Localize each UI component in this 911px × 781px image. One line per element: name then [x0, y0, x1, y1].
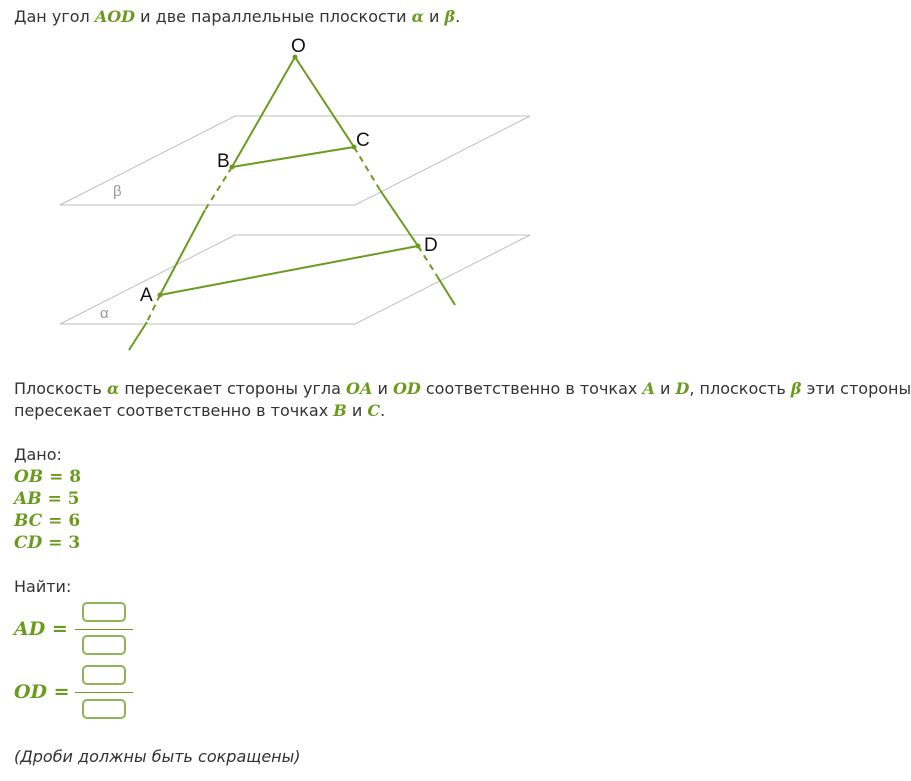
ad-numerator-input[interactable]: [82, 602, 126, 622]
label-b: B: [217, 151, 230, 172]
label-o: O: [291, 36, 306, 57]
desc-alpha: α: [106, 379, 120, 398]
given-row-ab: [14, 488, 80, 510]
intro-prefix: Дан угол: [14, 7, 95, 26]
line-a-ext: [129, 322, 147, 350]
desc-oa: OA: [346, 379, 373, 398]
desc-text: соответственно в точках: [420, 379, 643, 398]
given-name: BC: [14, 511, 43, 531]
description-line-1: [14, 378, 911, 400]
desc-beta: β: [790, 379, 802, 398]
find-title: Найти:: [14, 577, 72, 596]
od-denominator-input[interactable]: [82, 699, 126, 719]
line-d-ext: [437, 276, 455, 305]
ad-denominator-input[interactable]: [82, 635, 126, 655]
line-oc: [295, 57, 354, 147]
line-ba: [160, 210, 205, 295]
label-a: A: [140, 285, 153, 306]
intro-alpha: α: [411, 7, 424, 26]
line-ob: [232, 57, 295, 167]
given-eq: =: [42, 533, 69, 553]
given-row-ob: [14, 466, 81, 488]
given-eq: =: [42, 511, 69, 531]
ad-fraction-bar: [75, 629, 133, 630]
desc-od: OD: [392, 379, 421, 398]
od-fraction-bar: [75, 692, 133, 693]
desc-text: .: [380, 401, 386, 420]
point-b: [230, 165, 235, 170]
desc-a: A: [642, 379, 655, 398]
given-name: OB: [14, 467, 44, 487]
given-value: 5: [67, 489, 80, 509]
angle-aod: AOD: [94, 7, 136, 26]
given-eq: =: [43, 467, 70, 487]
label-plane-alpha: α: [100, 305, 109, 322]
od-label: OD =: [14, 681, 70, 703]
given-row-cd: [14, 532, 80, 554]
given-value: 8: [69, 467, 82, 487]
desc-text: пересекает стороны угла: [119, 379, 347, 398]
intro-middle: и две параллельные плоскости: [135, 7, 412, 26]
intro-and: и: [423, 7, 445, 26]
plane-beta: [60, 116, 530, 205]
desc-text: и: [346, 401, 368, 420]
desc-d: D: [675, 379, 690, 398]
intro-beta: β: [444, 7, 456, 26]
line-ba-dashed: [205, 167, 232, 210]
given-eq: =: [41, 489, 68, 509]
desc-text: и: [372, 379, 393, 398]
given-row-bc: [14, 510, 80, 532]
line-cd-dashed: [354, 147, 380, 190]
given-name: CD: [14, 533, 43, 553]
segment-bc: [232, 147, 354, 167]
point-a: [158, 293, 163, 298]
desc-text: , плоскость: [689, 379, 791, 398]
plane-alpha: [60, 235, 530, 324]
label-d: D: [424, 235, 438, 256]
simplify-note: (Дроби должны быть сокращены): [14, 747, 301, 766]
label-c: C: [356, 130, 370, 151]
given-value: 6: [68, 511, 81, 531]
point-d: [416, 244, 421, 249]
desc-text: Плоскость: [14, 379, 107, 398]
label-plane-beta: β: [113, 183, 122, 200]
desc-b: B: [333, 401, 347, 420]
od-numerator-input[interactable]: [82, 665, 126, 685]
intro-end: .: [455, 7, 461, 26]
desc-text: эти стороны: [801, 379, 911, 398]
ad-label: AD =: [14, 618, 68, 640]
given-title: Дано:: [14, 445, 62, 464]
desc-text: и: [654, 379, 676, 398]
desc-c: C: [367, 401, 381, 420]
description-line-2: [14, 400, 385, 422]
desc-text: пересекает соответственно в точках: [14, 401, 334, 420]
given-name: AB: [14, 489, 42, 509]
line-cd: [380, 190, 418, 246]
given-value: 3: [68, 533, 81, 553]
